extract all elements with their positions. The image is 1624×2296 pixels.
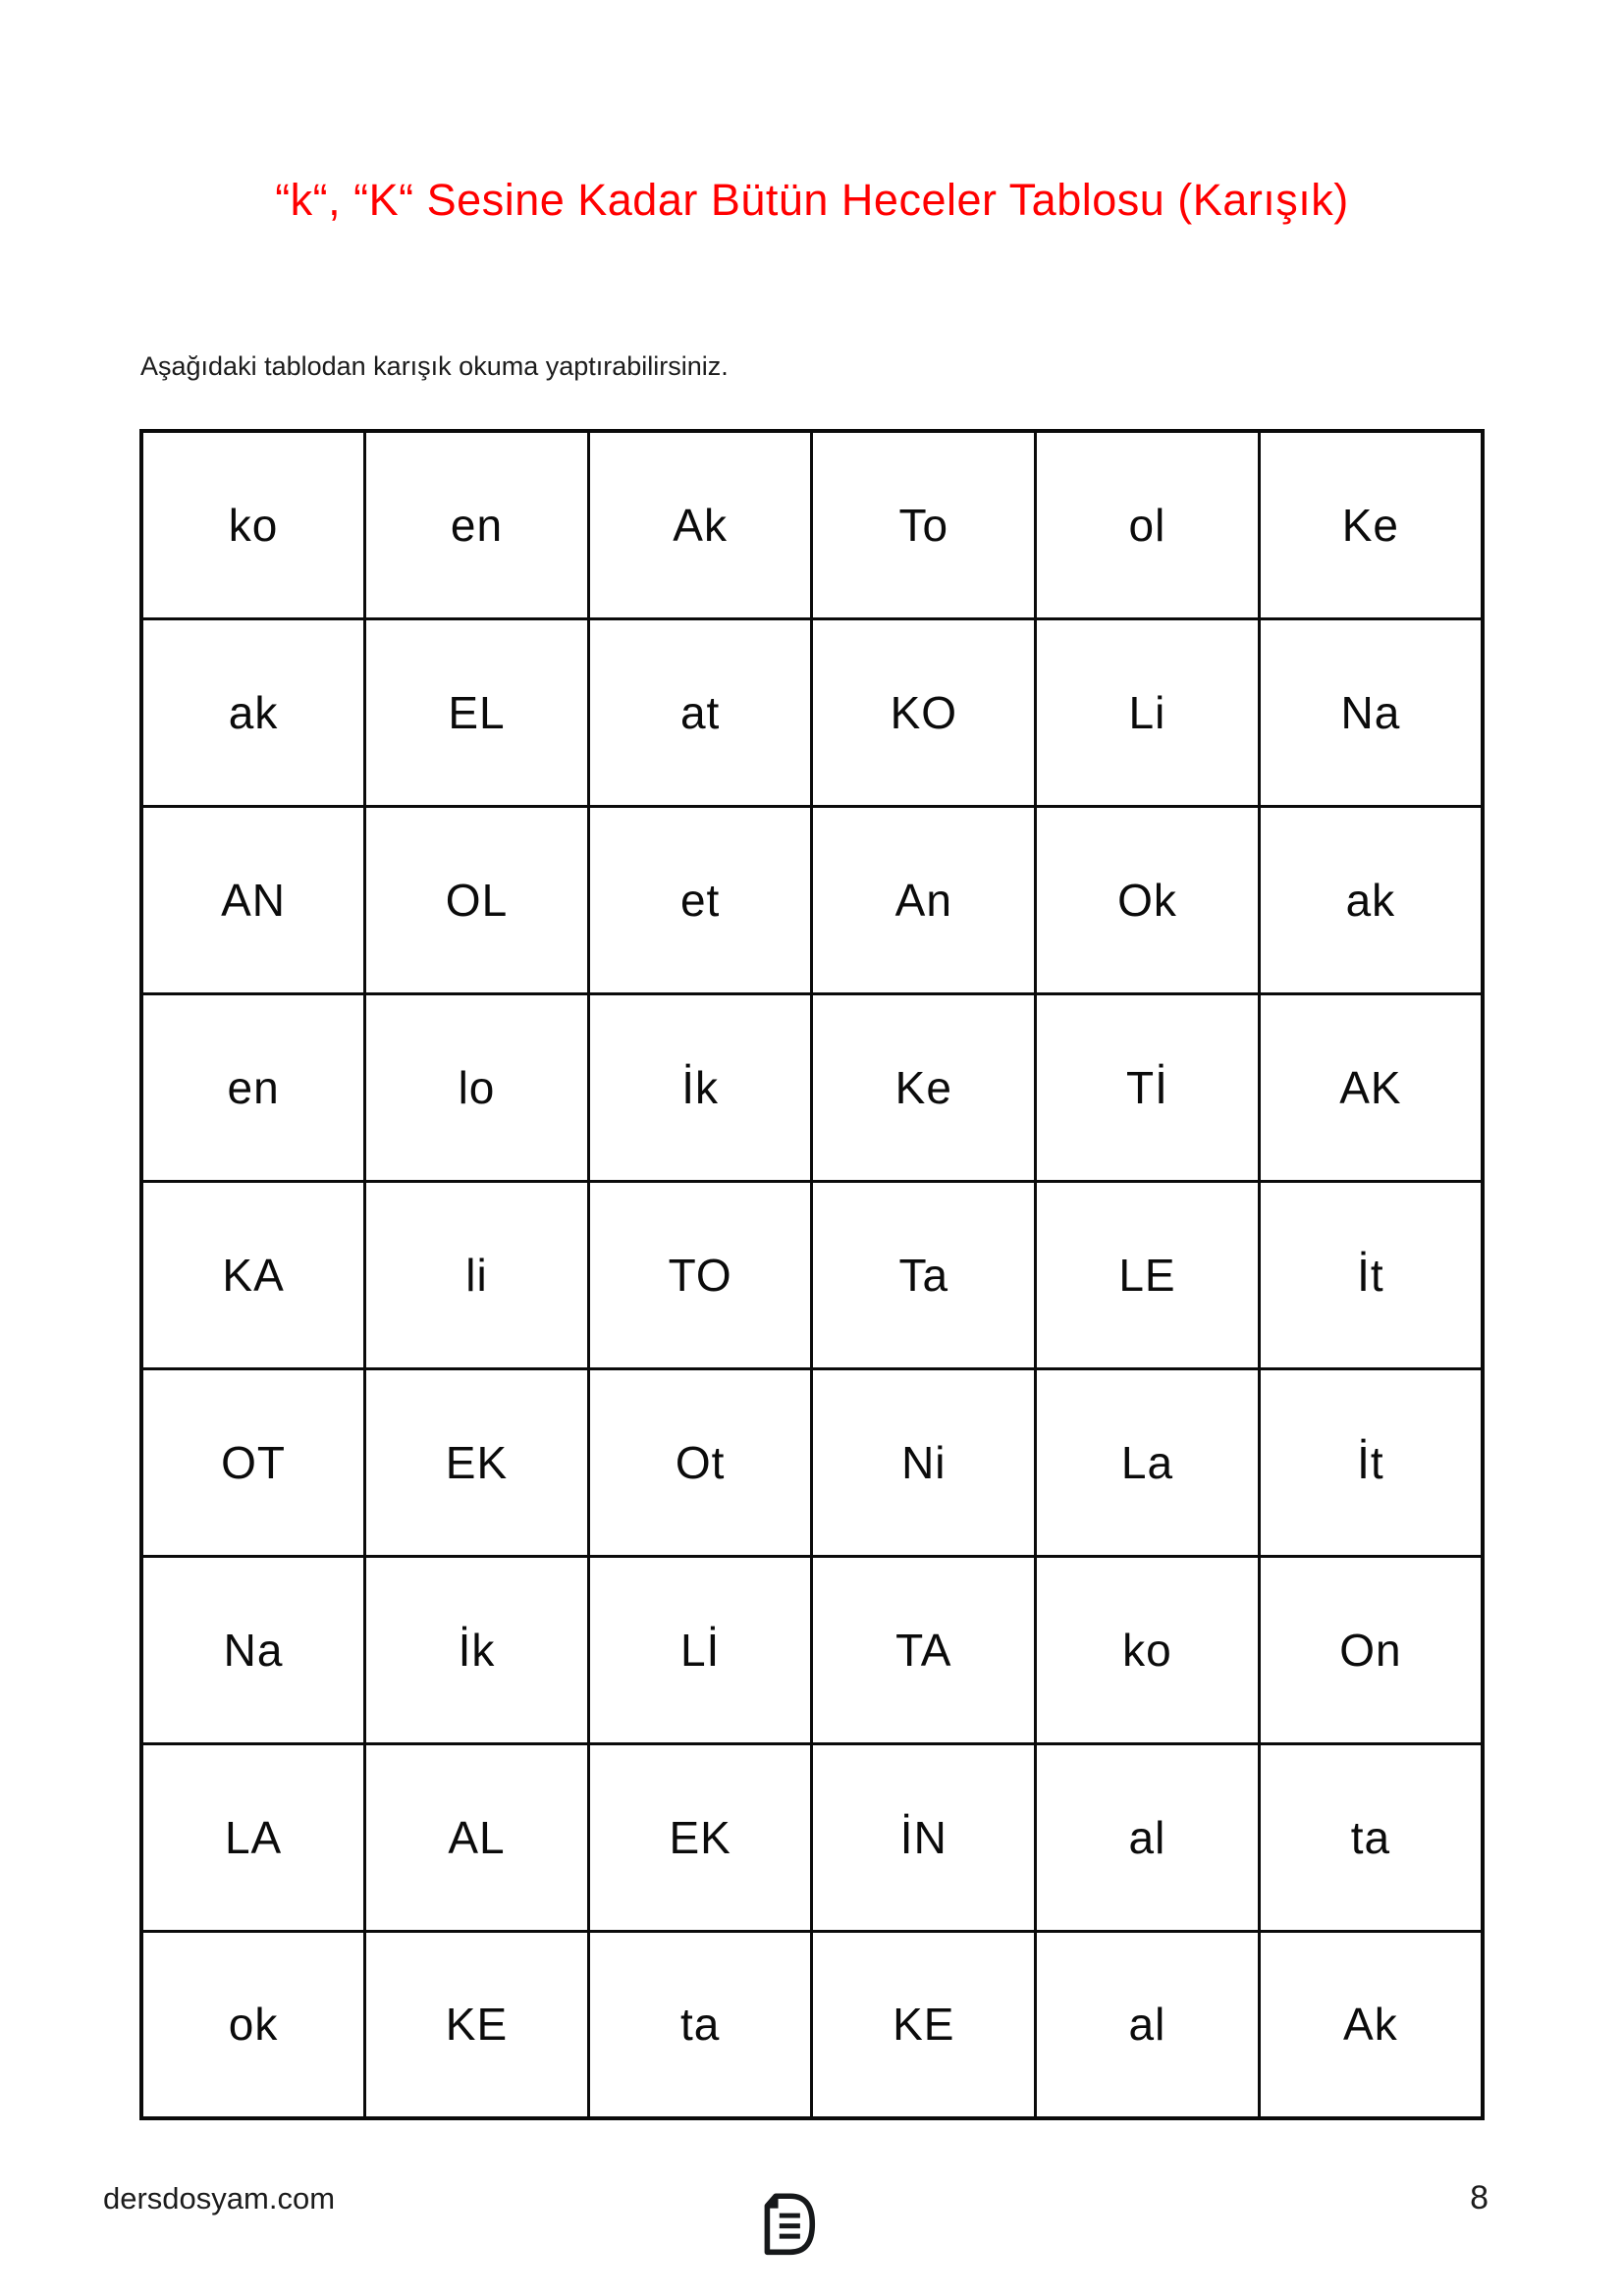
instruction-text: Aşağıdaki tablodan karışık okuma yaptırabilirsiniz. xyxy=(140,351,729,381)
page-footer xyxy=(103,2177,1489,2266)
document-logo-icon xyxy=(755,2191,816,2260)
table-cell: ol xyxy=(1036,431,1260,618)
table-cell: OL xyxy=(365,806,589,993)
table-cell: Li xyxy=(1036,618,1260,806)
table-cell: TA xyxy=(812,1556,1036,1743)
footer-site-text: dersdosyam.com xyxy=(103,2181,336,2216)
table-cell: TO xyxy=(588,1181,812,1368)
table-cell: al xyxy=(1036,1743,1260,1931)
table-cell: KE xyxy=(365,1931,589,2118)
table-row xyxy=(141,1181,1483,1368)
table-cell: KO xyxy=(812,618,1036,806)
table-cell: EL xyxy=(365,618,589,806)
table-row xyxy=(141,1556,1483,1743)
table-cell: EK xyxy=(588,1743,812,1931)
table-cell: at xyxy=(588,618,812,806)
table-cell: EK xyxy=(365,1368,589,1556)
table-cell: Ak xyxy=(588,431,812,618)
table-cell: La xyxy=(1036,1368,1260,1556)
table-cell: Ak xyxy=(1259,1931,1483,2118)
table-row xyxy=(141,618,1483,806)
table-cell: li xyxy=(365,1181,589,1368)
table-cell: ok xyxy=(141,1931,365,2118)
table-cell: Ni xyxy=(812,1368,1036,1556)
table-cell: İt xyxy=(1259,1181,1483,1368)
table-cell: LA xyxy=(141,1743,365,1931)
table-cell: ak xyxy=(141,618,365,806)
table-row xyxy=(141,1368,1483,1556)
syllable-table xyxy=(139,429,1485,2120)
table-cell: Tİ xyxy=(1036,993,1260,1181)
table-cell: KE xyxy=(812,1931,1036,2118)
table-cell: et xyxy=(588,806,812,993)
table-cell: ta xyxy=(1259,1743,1483,1931)
table-cell: Ok xyxy=(1036,806,1260,993)
table-cell: İN xyxy=(812,1743,1036,1931)
table-row xyxy=(141,806,1483,993)
table-row xyxy=(141,431,1483,618)
table-cell: AK xyxy=(1259,993,1483,1181)
table-cell: Ke xyxy=(812,993,1036,1181)
table-cell: AL xyxy=(365,1743,589,1931)
table-cell: KA xyxy=(141,1181,365,1368)
table-cell: İk xyxy=(588,993,812,1181)
table-cell: Ta xyxy=(812,1181,1036,1368)
table-cell: Lİ xyxy=(588,1556,812,1743)
page-number: 8 xyxy=(1470,2179,1489,2216)
table-cell: ak xyxy=(1259,806,1483,993)
table-cell: Ke xyxy=(1259,431,1483,618)
table-row xyxy=(141,993,1483,1181)
table-cell: Na xyxy=(1259,618,1483,806)
table-cell: lo xyxy=(365,993,589,1181)
table-cell: Ot xyxy=(588,1368,812,1556)
syllable-table-body xyxy=(141,431,1483,2118)
table-cell: LE xyxy=(1036,1181,1260,1368)
table-cell: On xyxy=(1259,1556,1483,1743)
table-cell: OT xyxy=(141,1368,365,1556)
table-cell: AN xyxy=(141,806,365,993)
table-row xyxy=(141,1931,1483,2118)
table-cell: ko xyxy=(141,431,365,618)
table-cell: İt xyxy=(1259,1368,1483,1556)
table-cell: en xyxy=(141,993,365,1181)
table-cell: To xyxy=(812,431,1036,618)
table-row xyxy=(141,1743,1483,1931)
table-cell: ko xyxy=(1036,1556,1260,1743)
table-cell: ta xyxy=(588,1931,812,2118)
table-cell: en xyxy=(365,431,589,618)
table-cell: İk xyxy=(365,1556,589,1743)
table-cell: al xyxy=(1036,1931,1260,2118)
table-cell: An xyxy=(812,806,1036,993)
table-cell: Na xyxy=(141,1556,365,1743)
page-title: “k“, “K“ Sesine Kadar Bütün Heceler Tablosu (Karışık) xyxy=(275,175,1349,225)
